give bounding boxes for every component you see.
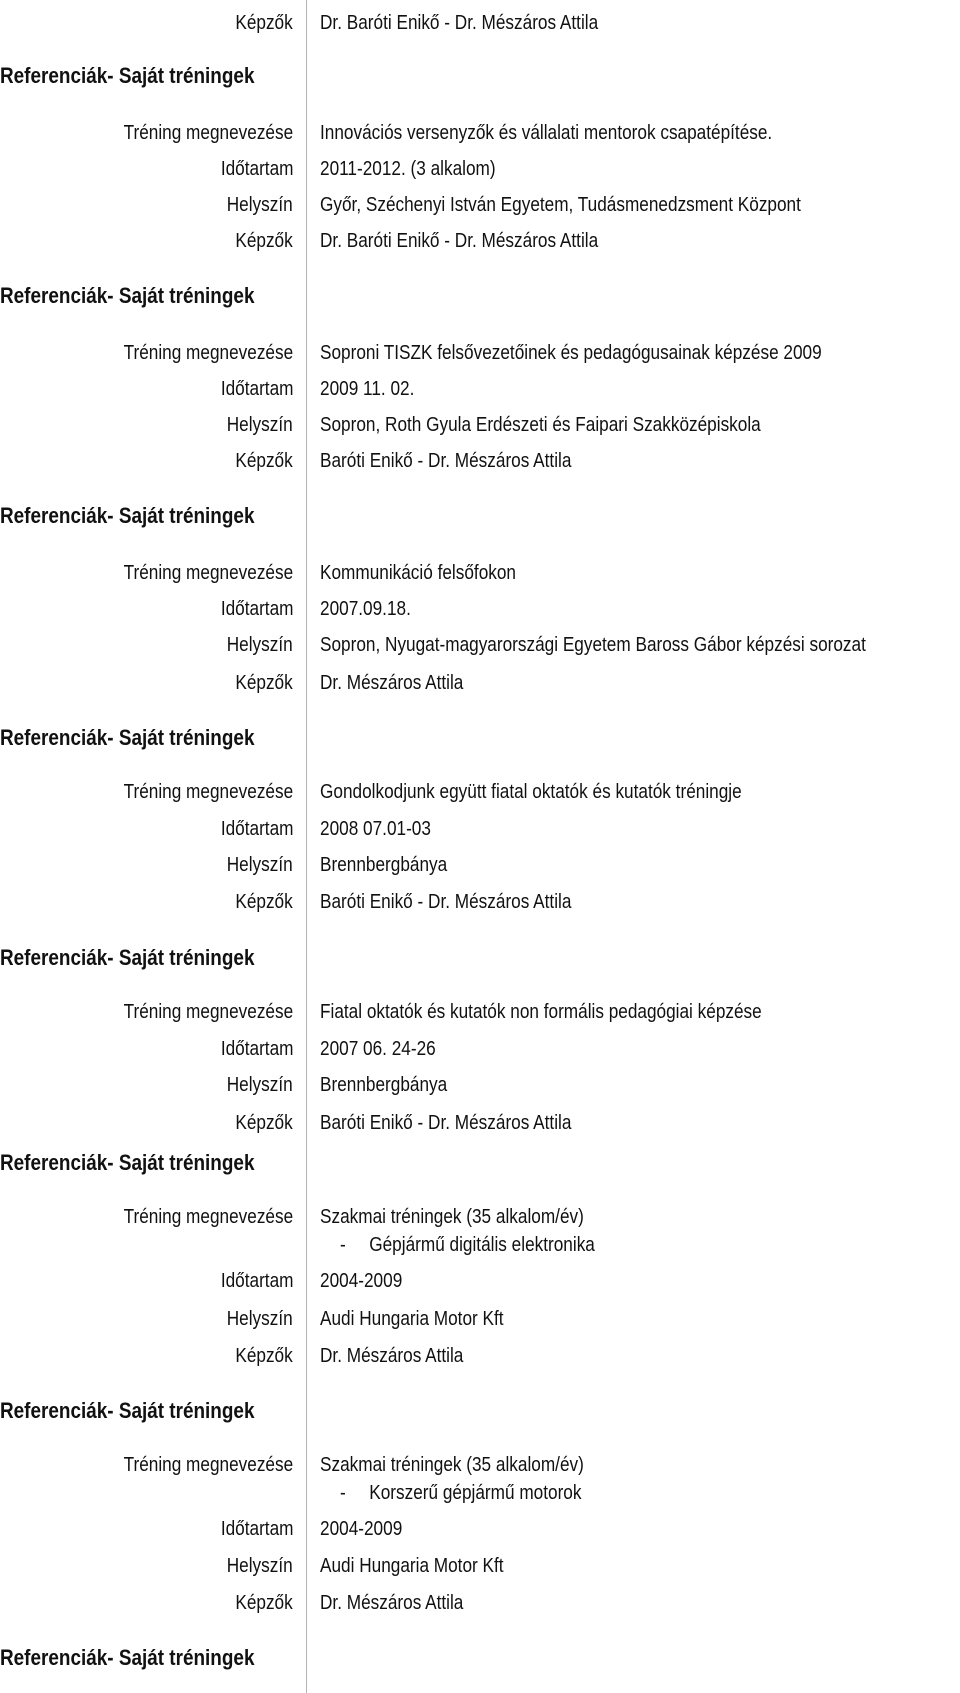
training-name-label: Tréning megnevezése <box>123 342 293 364</box>
duration-row <box>0 1266 960 1296</box>
training-name-value: Szakmai tréningek (35 alkalom/év) <box>320 1206 584 1228</box>
trainers-value: Baróti Enikő - Dr. Mészáros Attila <box>320 891 572 913</box>
bullet-text: Gépjármű digitális elektronika <box>369 1234 595 1256</box>
trainers-value: Dr. Baróti Enikő - Dr. Mészáros Attila <box>320 12 599 34</box>
location-value: Audi Hungaria Motor Kft <box>320 1555 504 1577</box>
location-value: Sopron, Roth Gyula Erdészeti és Faipari Szakközépiskola <box>320 414 761 436</box>
duration-label: Időtartam <box>220 1270 293 1292</box>
section-heading: Referenciák- Saját tréningek <box>0 63 255 88</box>
duration-row <box>0 374 960 404</box>
trainers-value: Baróti Enikő - Dr. Mészáros Attila <box>320 1112 572 1134</box>
training-name-value: Fiatal oktatók és kutatók non formális pedagógiai képzése <box>320 1001 762 1023</box>
bullet-text: Korszerű gépjármű motorok <box>369 1482 582 1504</box>
duration-label: Időtartam <box>220 378 293 400</box>
location-row <box>0 410 960 440</box>
location-row <box>0 1551 960 1581</box>
training-name-row <box>0 338 960 368</box>
training-name-value: Gondolkodjunk együtt fiatal oktatók és kutatók tréningje <box>320 781 742 803</box>
trainers-row <box>0 1108 960 1138</box>
duration-row <box>0 1514 960 1544</box>
duration-value: 2009 11. 02. <box>320 378 415 400</box>
duration-row <box>0 814 960 844</box>
duration-label: Időtartam <box>220 1518 293 1540</box>
section-heading: Referenciák- Saját tréningek <box>0 283 255 308</box>
training-name-row <box>0 777 960 807</box>
location-label: Helyszín <box>227 1308 293 1330</box>
section-heading: Referenciák- Saját tréningek <box>0 725 255 750</box>
trainers-value: Dr. Mészáros Attila <box>320 1592 464 1614</box>
duration-value: 2007 06. 24-26 <box>320 1038 436 1060</box>
section-heading: Referenciák- Saját tréningek <box>0 1645 255 1670</box>
section-heading: Referenciák- Saját tréningek <box>0 503 255 528</box>
bullet-dash: - <box>340 1234 346 1256</box>
trainers-label: Képzők <box>235 672 293 694</box>
trainers-row <box>0 668 960 698</box>
location-label: Helyszín <box>227 1555 293 1577</box>
location-label: Helyszín <box>227 194 293 216</box>
bullet-row <box>0 1478 960 1508</box>
trainers-row <box>0 446 960 476</box>
location-value: Brennbergbánya <box>320 854 448 876</box>
location-row <box>0 1304 960 1334</box>
training-name-label: Tréning megnevezése <box>123 122 293 144</box>
location-label: Helyszín <box>227 1074 293 1096</box>
training-name-label: Tréning megnevezése <box>123 1001 293 1023</box>
trainers-value: Dr. Mészáros Attila <box>320 672 464 694</box>
trainers-label: Képzők <box>235 230 293 252</box>
trainers-value: Dr. Baróti Enikő - Dr. Mészáros Attila <box>320 230 599 252</box>
trainers-label: Képzők <box>235 12 293 34</box>
duration-value: 2011-2012. (3 alkalom) <box>320 158 496 180</box>
trainers-label: Képzők <box>235 891 293 913</box>
duration-value: 2004-2009 <box>320 1518 403 1540</box>
bullet-dash: - <box>340 1482 346 1504</box>
training-name-row <box>0 558 960 588</box>
section-heading: Referenciák- Saját tréningek <box>0 945 255 970</box>
duration-row <box>0 154 960 184</box>
duration-row <box>0 594 960 624</box>
trainers-row <box>0 1341 960 1371</box>
trainers-label: Képzők <box>235 450 293 472</box>
trainers-value: Baróti Enikő - Dr. Mészáros Attila <box>320 450 572 472</box>
location-label: Helyszín <box>227 634 293 656</box>
location-row <box>0 630 960 660</box>
training-name-label: Tréning megnevezése <box>123 1206 293 1228</box>
trainers-label: Képzők <box>235 1345 293 1367</box>
training-name-value: Kommunikáció felsőfokon <box>320 562 516 584</box>
location-row <box>0 190 960 220</box>
duration-value: 2004-2009 <box>320 1270 403 1292</box>
training-name-value: Szakmai tréningek (35 alkalom/év) <box>320 1454 584 1476</box>
location-label: Helyszín <box>227 854 293 876</box>
location-value: Győr, Széchenyi István Egyetem, Tudásmenedzsment Központ <box>320 194 801 216</box>
location-value: Audi Hungaria Motor Kft <box>320 1308 504 1330</box>
duration-value: 2007.09.18. <box>320 598 411 620</box>
trainers-row <box>0 1588 960 1618</box>
trainers-value: Dr. Mészáros Attila <box>320 1345 464 1367</box>
trainers-row <box>0 226 960 256</box>
training-name-row <box>0 1450 960 1480</box>
location-value: Brennbergbánya <box>320 1074 448 1096</box>
training-name-row <box>0 1202 960 1232</box>
duration-label: Időtartam <box>220 598 293 620</box>
training-name-row <box>0 997 960 1027</box>
bullet-item <box>340 1478 581 1508</box>
location-value: Sopron, Nyugat-magyarországi Egyetem Baross Gábor képzési sorozat <box>320 634 866 656</box>
trainers-row <box>0 887 960 917</box>
location-row <box>0 1070 960 1100</box>
training-name-value: Innovációs versenyzők és vállalati mentorok csapatépítése. <box>320 122 773 144</box>
training-name-value: Soproni TISZK felsővezetőinek és pedagógusainak képzése 2009 <box>320 342 822 364</box>
trainers-label: Képzők <box>235 1112 293 1134</box>
bullet-row <box>0 1230 960 1260</box>
location-label: Helyszín <box>227 414 293 436</box>
duration-row <box>0 1034 960 1064</box>
duration-label: Időtartam <box>220 818 293 840</box>
section-heading: Referenciák- Saját tréningek <box>0 1150 255 1175</box>
bullet-item <box>340 1230 595 1260</box>
intro-trainers-row <box>0 8 960 38</box>
duration-label: Időtartam <box>220 1038 293 1060</box>
training-name-label: Tréning megnevezése <box>123 562 293 584</box>
training-name-label: Tréning megnevezése <box>123 781 293 803</box>
duration-label: Időtartam <box>220 158 293 180</box>
trainers-label: Képzők <box>235 1592 293 1614</box>
location-row <box>0 850 960 880</box>
section-heading: Referenciák- Saját tréningek <box>0 1398 255 1423</box>
training-name-label: Tréning megnevezése <box>123 1454 293 1476</box>
duration-value: 2008 07.01-03 <box>320 818 431 840</box>
training-name-row <box>0 118 960 148</box>
